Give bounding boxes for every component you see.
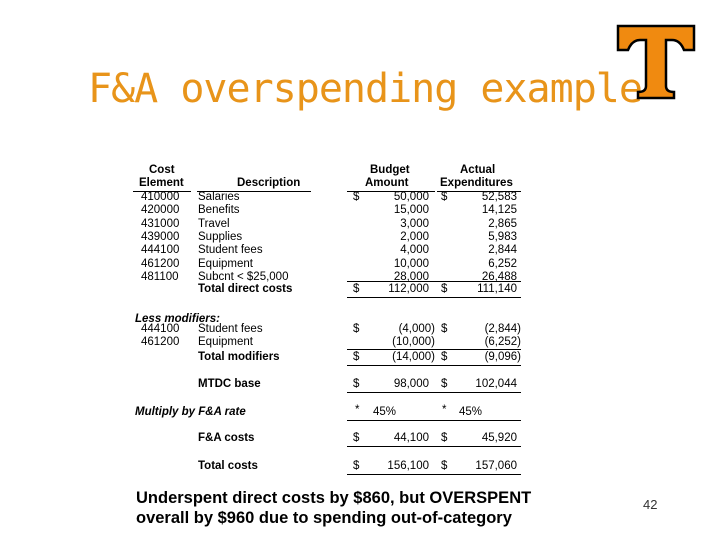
fa-costs-actual-symbol: $ [441,432,448,444]
total-rule [347,281,521,282]
header-cost: Cost [149,164,175,176]
header-description: Description [237,177,301,189]
row-budget: 50,000 [393,191,429,203]
total-direct-actual: 111,140 [477,283,517,295]
row-description: Subcnt < $25,000 [198,270,289,283]
row-description: Travel [198,217,230,230]
row-code: 461200 [141,336,180,348]
row-code: 431000 [141,217,180,230]
total-modifiers-label: Total modifiers [198,351,280,363]
row-actual-symbol: $ [441,191,448,203]
mtdc-budget: 98,000 [393,378,429,390]
total-costs-actual-symbol: $ [441,460,448,472]
row-actual: (2,844) [484,323,521,335]
mtdc-label: MTDC base [198,378,261,390]
total-rule [347,420,521,421]
row-budget-symbol: $ [353,191,360,203]
total-costs-budget: 156,100 [387,460,429,472]
rate-budget-symbol: * [355,404,360,416]
row-budget: (4,000) [398,323,435,335]
row-actual: 2,844 [488,244,517,257]
rate-label: Multiply by F&A rate [135,406,246,418]
total-direct-actual-symbol: $ [441,283,448,295]
total-rule [347,365,521,366]
fa-costs-budget: 44,100 [393,432,429,444]
row-budget-symbol: $ [353,323,360,335]
total-direct-label: Total direct costs [198,283,293,295]
total-rule [347,474,521,475]
total-modifiers-actual: (9,096) [484,351,521,363]
mtdc-budget-symbol: $ [353,378,360,390]
total-costs-budget-symbol: $ [353,460,360,472]
total-rule [347,446,521,447]
row-code: 439000 [141,230,180,243]
fa-costs-budget-symbol: $ [353,432,360,444]
row-actual: (6,252) [484,336,521,348]
mtdc-actual-symbol: $ [441,378,448,390]
row-code: 461200 [141,257,180,270]
total-modifiers-budget-symbol: $ [353,351,360,363]
row-description: Student fees [198,244,263,257]
row-code: 420000 [141,204,180,217]
total-costs-label: Total costs [198,460,258,472]
page-number: 42 [643,497,658,512]
header-budget: Budget [370,164,410,176]
fa-costs-label: F&A costs [198,432,255,444]
row-actual: 6,252 [488,257,517,270]
total-costs-actual: 157,060 [475,460,517,472]
row-budget: 10,000 [393,257,429,270]
row-description: Equipment [198,257,253,270]
row-budget: 3,000 [400,217,429,230]
row-code: 410000 [141,191,180,203]
footer-line-2: overall by $960 due to spending out-of-category [136,509,512,527]
less-modifiers-label: Less modifiers: [135,313,220,325]
row-code: 481100 [141,270,179,283]
header-amount: Amount [365,177,409,189]
tennessee-t-logo [614,20,698,100]
total-direct-budget: 112,000 [388,283,429,295]
row-actual: 52,583 [481,191,517,203]
total-modifiers-budget: (14,000) [392,351,435,363]
row-actual: 5,983 [488,230,517,243]
rate-actual: 45% [459,406,483,418]
row-actual-symbol: $ [441,323,448,335]
header-expenditures: Expenditures [440,177,513,189]
total-modifiers-actual-symbol: $ [441,351,448,363]
mtdc-actual: 102,044 [475,378,517,390]
total-rule [347,297,521,298]
footer-line-1: Underspent direct costs by $860, but OVERSPENT [136,489,532,507]
row-budget: 4,000 [400,244,429,257]
rate-budget: 45% [373,406,397,418]
row-budget: (10,000) [392,336,435,348]
total-rule [347,349,521,350]
footer-note [136,488,531,528]
row-description: Equipment [198,336,253,348]
row-actual: 14,125 [481,204,517,217]
row-code: 444100 [141,244,180,257]
row-actual: 26,488 [481,270,517,283]
row-description: Student fees [198,323,263,335]
total-direct-budget-symbol: $ [353,283,360,295]
row-budget: 28,000 [393,270,429,283]
header-element: Element [139,177,184,189]
row-description: Salaries [198,191,240,203]
row-description: Benefits [198,204,240,217]
header-actual: Actual [460,164,496,176]
row-actual: 2,865 [488,217,517,230]
row-budget: 2,000 [400,230,429,243]
rate-actual-symbol: * [442,404,447,416]
total-rule [347,392,521,393]
row-budget: 15,000 [393,204,429,217]
row-description: Supplies [198,230,243,243]
fa-costs-actual: 45,920 [481,432,517,444]
slide-title: F&A overspending example [88,66,642,112]
row-code: 444100 [141,323,180,335]
